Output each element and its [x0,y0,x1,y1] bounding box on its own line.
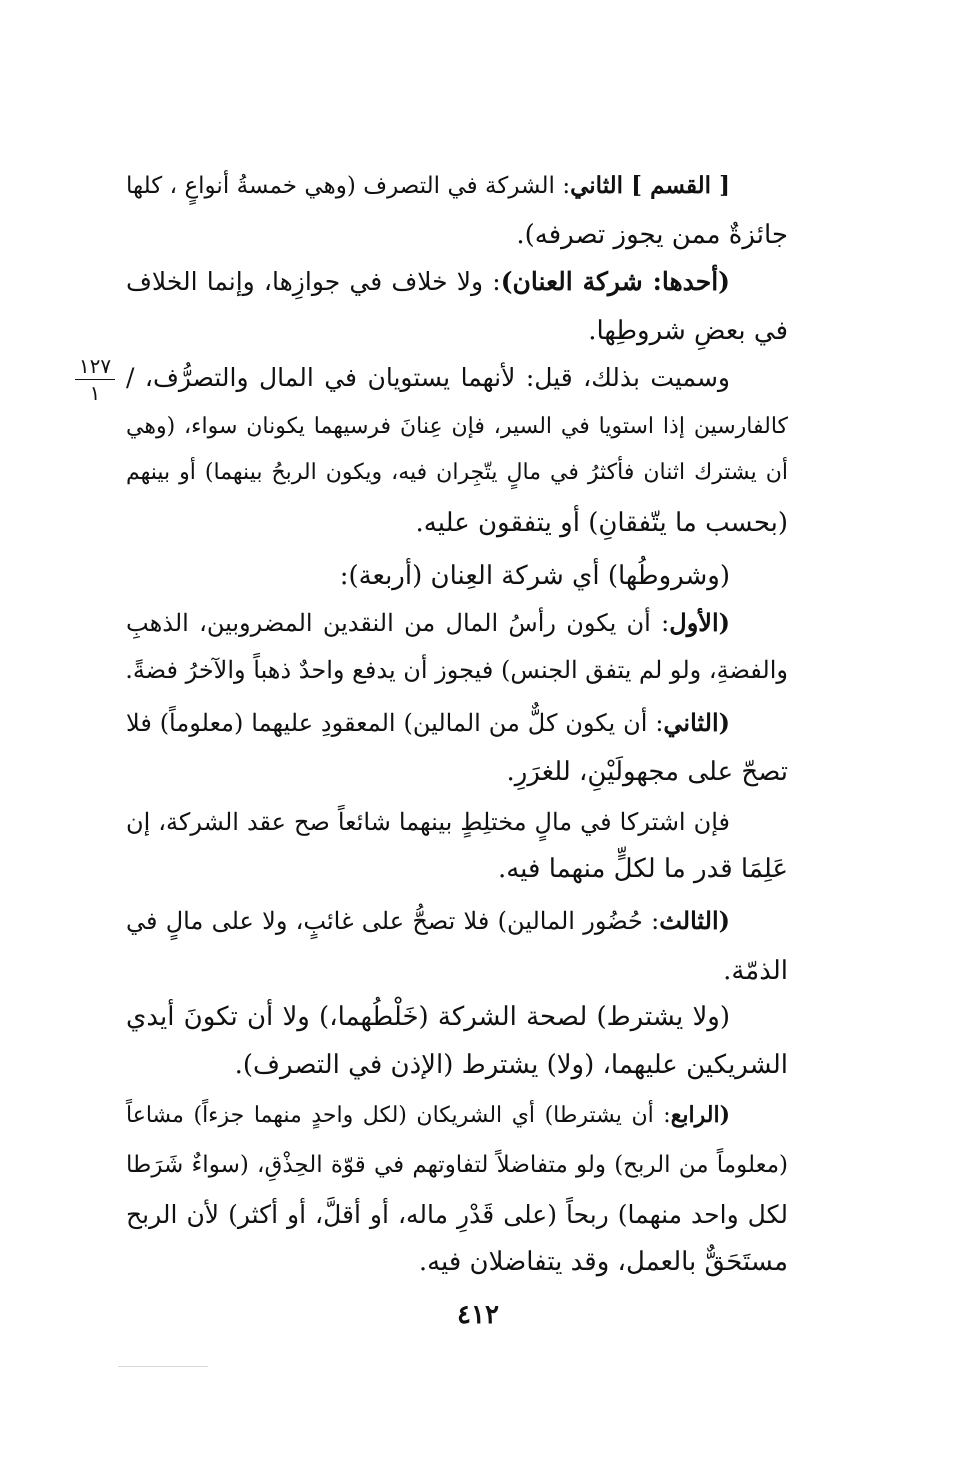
text-line [126,708,730,737]
text-run: : أن يشترطا) أي الشريكان (لكل واحدٍ منهما جزءاً) مشاعاً [126,1103,671,1128]
marginal-page-number: ١٢٧ [78,354,112,378]
text-line [126,608,730,637]
text-run: : أن يكون كلٌّ من المالين) المعقودِ عليهما (معلوماً) فلا [126,709,664,737]
text-run: وسميت بذلك، قيل: لأنهما يستويان في المال والتصرُّف، / [126,363,730,392]
text-run: عَلِمَا قدر ما لكلٍّ منهما فيه. [497,854,788,884]
text-run: كالفارسين إذا استويا في السير، فإن عِنانَ فرسيهما يكونان سواء، (وهي [126,414,788,439]
text-line [126,1249,788,1275]
text-run: (ولا يشترط) لصحة الشركة (خَلْطُهما،) ولا أن تكونَ أيدي [126,1002,730,1032]
page-number: ٤١٢ [457,1300,499,1330]
text-run: فإن اشتركا في مالٍ مختلِطٍ بينهما شائعاً صح عقد الشركة، إن [126,808,730,836]
fraction-rule [75,379,115,380]
text-line [126,856,788,882]
text-run: مستَحَقٌّ بالعمل، وقد يتفاضلان فيه. [418,1247,788,1277]
text-line [126,1052,788,1078]
text-line [126,462,788,484]
text-run: لكل واحد منهما) ربحاً (على قَدْرِ ماله، أو أقلَّ، أو أكثر) لأن الربح [126,1200,788,1229]
text-line [126,1104,730,1127]
text-run: (وشروطُها) أي شركة العِنان (أربعة): [339,561,730,591]
bold-heading: [ القسم ] الثاني [570,172,730,199]
marginal-page-reference [72,356,118,403]
text-run: : الشركة في التصرف (وهي خمسةُ أنواعٍ ، كلها [126,173,571,199]
text-line [126,563,730,589]
text-line [126,269,730,294]
bold-heading: (الثاني [663,708,730,737]
text-line [126,510,788,536]
bold-heading: (الثالث [659,906,730,935]
bold-heading: (الرابع [670,1102,730,1128]
text-line [126,222,788,248]
bold-heading: (أحدها: شركة العنان) [500,267,730,296]
text-line [126,658,788,682]
text-run: الذمّة. [723,956,788,986]
text-line [126,1154,788,1177]
text-line [126,958,788,984]
text-run: (معلوماً من الربح) ولو متفاضلاً لتفاوتهم في قوّة الحِذْقِ، (سواءٌ شَرَطا [126,1152,788,1178]
text-run: : ولا خلاف في جوازِها، وإنما الخلاف [126,267,501,296]
text-line [126,810,730,834]
text-line [126,365,730,390]
text-line [126,759,788,785]
text-run: أن يشترك اثنان فأكثرُ في مالٍ يتّجِران فيه، ويكون الربحُ بينهما) أو بينهم [126,460,788,485]
text-line [126,318,788,344]
text-run: : حُضُور المالين) فلا تصحُّ على غائبٍ، ولا على مالٍ في [126,907,660,935]
marginal-volume-number: ١ [89,381,101,405]
text-run: في بعضِ شروطِها. [588,316,788,346]
text-run: الشريكين عليهما، (ولا) يشترط (الإذن في التصرف). [234,1050,788,1080]
text-line [126,1202,788,1227]
text-line [126,906,730,935]
text-line [126,1004,730,1030]
text-line [126,174,730,198]
divider [118,1366,208,1367]
text-run: (بحسب ما يتّفقانِ) أو يتفقون عليه. [415,508,788,538]
text-line [126,416,788,438]
text-run: جائزةٌ ممن يجوز تصرفه). [516,220,788,250]
bold-heading: (الأول [669,608,730,637]
text-run: تصحّ على مجهولَيْنِ، للغرَرِ. [506,757,788,787]
text-run: والفضةِ، ولو لم يتفق الجنس) فيجوز أن يدفع واحدٌ ذهباً والآخرُ فضةً. [125,656,788,684]
text-run: : أن يكون رأسُ المال من النقدين المضروبين، الذهبِ [126,609,670,637]
